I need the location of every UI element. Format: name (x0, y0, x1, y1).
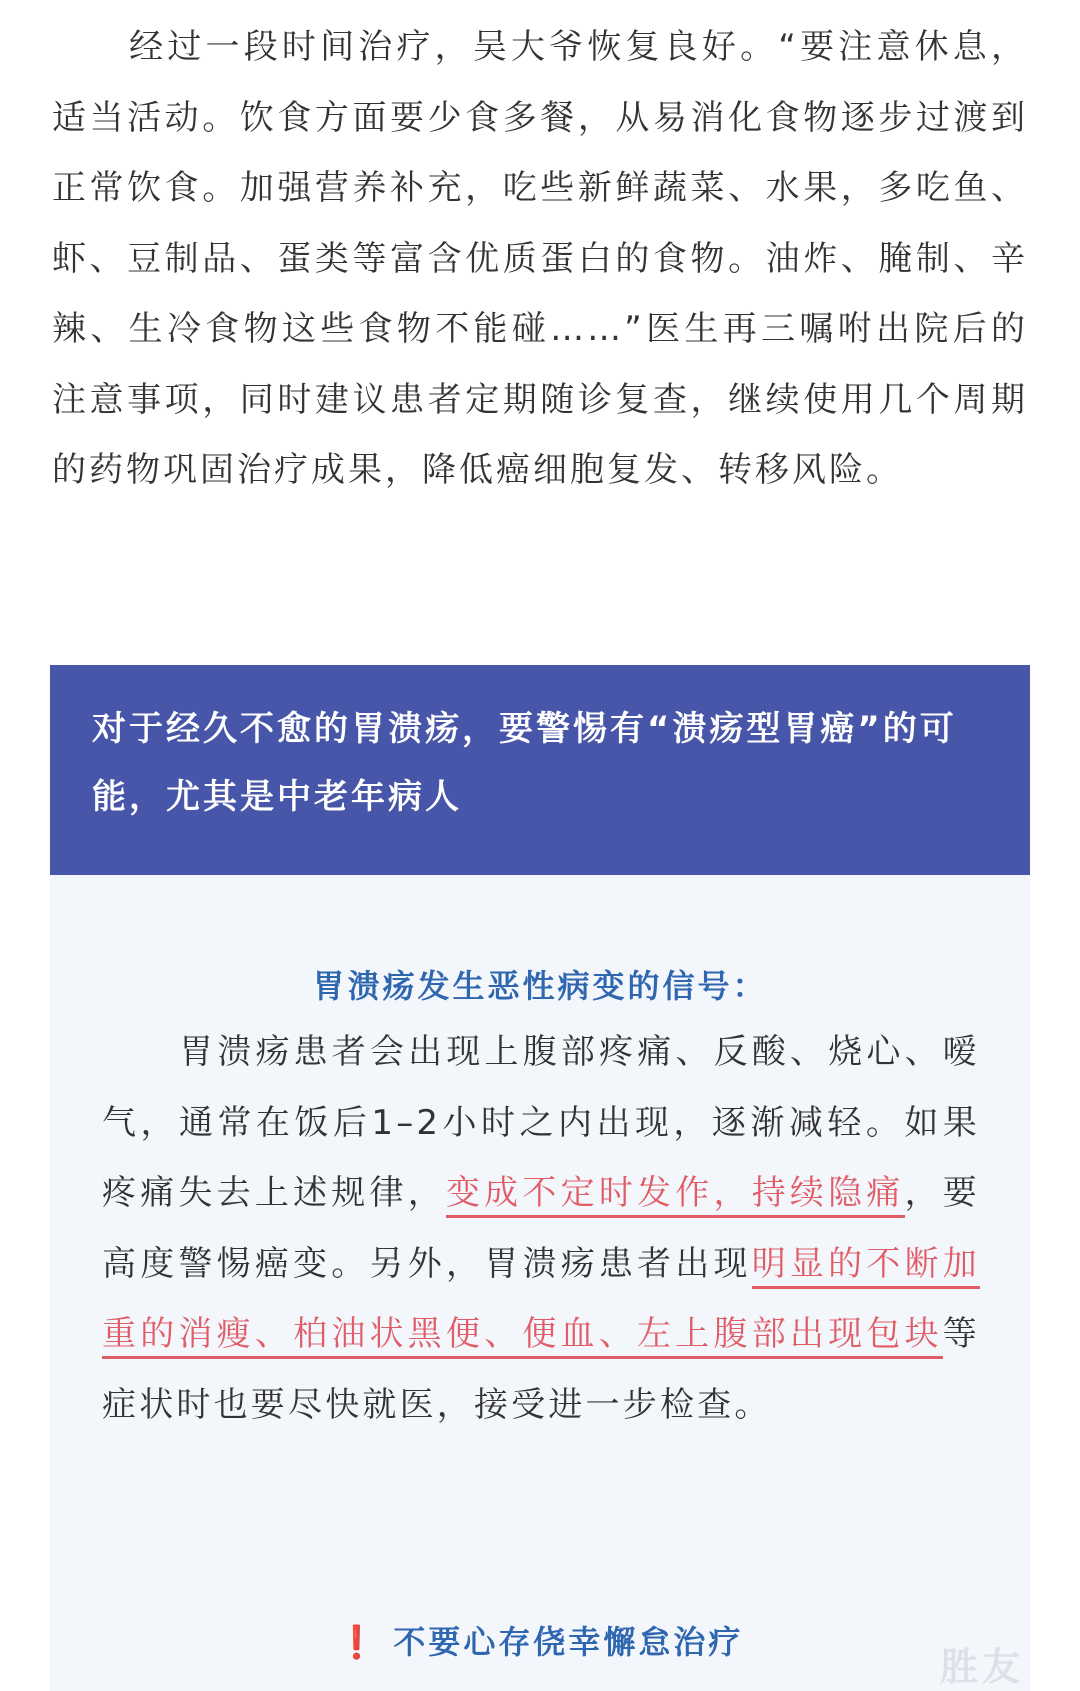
banner-text: 对于经久不愈的胃溃疡，要警惕有“溃疡型胃癌”的可能，尤其是中老年病人 (92, 709, 957, 817)
highlight-symptoms: 明显的不断加重的消瘦、柏油状黑便、便血、左上腹部出现包块 (102, 1244, 980, 1360)
body-text-3: 等症状时也要尽快就医，接受进一步检查。 (102, 1314, 980, 1425)
subheading-text: 不要心存侥幸懈怠治疗 (393, 1623, 744, 1661)
body-text-1: 胃溃疡患者会出现上腹部疼痛、反酸、烧心、嗳气，通常在饭后1–2小时之内出现，逐渐减轻。如果疼痛失去上述规律， (102, 1032, 980, 1213)
panel-body (102, 1017, 980, 1440)
exclamation-icon: ❗ (336, 1623, 380, 1661)
intro-text: 经过一段时间治疗，吴大爷恢复良好。“要注意休息，适当活动。饮食方面要少食多餐，从易消化食物逐步过渡到正常饮食。加强营养补充，吃些新鲜蔬菜、水果，多吃鱼、虾、豆制品、蛋类等富含优质蛋白的食物。油炸、腌制、辛辣、生冷食物这些食物不能碰……”医生再三嘱咐出院后的注意事项，同时建议患者定期随诊复查，继续使用几个周期的药物巩固治疗成果，降低癌细胞复发、转移风险。 (52, 27, 1028, 490)
body-text-2: ，要高度警惕癌变。另外，胃溃疡患者出现 (102, 1173, 980, 1284)
highlight-pain-change: 变成不定时发作，持续隐痛 (446, 1173, 905, 1218)
panel-subheading (50, 1617, 1030, 1663)
intro-paragraph (52, 12, 1028, 506)
watermark: 胜友 (940, 1645, 1025, 1689)
panel-title: 胃溃疡发生恶性病变的信号： (312, 967, 768, 1005)
warning-banner (50, 665, 1030, 875)
info-panel (50, 875, 1030, 1691)
